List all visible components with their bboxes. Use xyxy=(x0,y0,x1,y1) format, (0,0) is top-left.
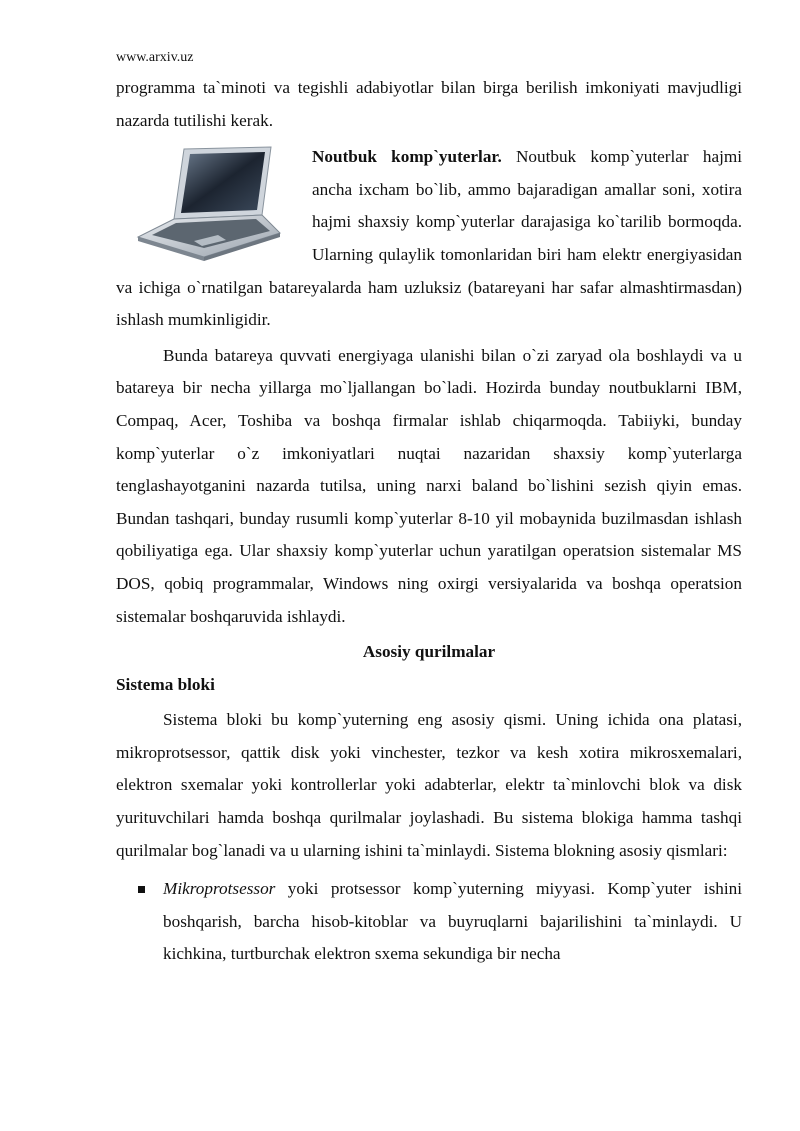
list-item-term: Mikroprotsessor xyxy=(163,879,276,899)
square-bullet-icon xyxy=(138,886,145,893)
notebook-heading: Noutbuk komp`yuterlar. xyxy=(312,147,502,167)
intro-paragraph: programma ta`minoti va tegishli adabiyotlar bilan birga berilish imkoniyati mavjudligi nazarda tutilishi kerak. xyxy=(116,78,742,130)
site-url: www.arxiv.uz xyxy=(116,50,194,65)
laptop-icon xyxy=(134,145,284,261)
subsection-title: Sistema bloki xyxy=(116,674,215,694)
components-list xyxy=(116,873,742,971)
document-body xyxy=(116,0,742,971)
list-item xyxy=(116,873,742,971)
section-title: Asosiy qurilmalar xyxy=(362,642,496,662)
battery-paragraph: Bunda batareya quvvati energiyaga ulanishi bilan o`zi zaryad ola boshlaydi va u batareya bir necha yillarga mo`ljallangan bo`ladi. Hozirda bunday noutbuklarni IBM, Compaq, Acer, Toshiba va boshqa firmalar ishlab chiqarmoqda. Tabiiyki, bunday komp`yuterlar o`z imkoniyatlari nuqtai nazaridan shaxsiy komp`yuterlarga tenglashayotganini nazarda tutilsa, uning narxi baland bo`lishini sezish qiyin emas. Bundan tashqari, bunday rusumli komp`yuterlar 8-10 yil mobaynida buzilmasdan ishlash qobiliyatiga ega. Ular shaxsiy komp`yuterlar uchun yaratilgan operatsion sistemalar MS DOS, qobiq programmalar, Windows ning oxirgi versiyalarida va boshqa operatsion sistemalar boshqaruvida ishlaydi. xyxy=(116,345,742,626)
system-paragraph: Sistema bloki bu komp`yuterning eng asosiy qismi. Uning ichida ona platasi, mikroprotsessor, qattik disk yoki vinchester, tezkor va kesh xotira mikrosxemalari, elektron sxemalar yoki kontrollerlar yoki adabterlar, elektr ta`minlovchi blok va disk yurituvchilari hamda boshqa qurilmalar joylashadi. Bu sistema blokiga hamma tashqi qurilmalar bog`lanadi va u ularning ishini ta`minlaydi. Sistema blokning asosiy qismlari: xyxy=(116,710,742,860)
notebook-text: Noutbuk komp`yuterlar hajmi ancha ixcham bo`lib, ammo bajaradigan amallar soni, xotira hajmi shaxsiy komp`yuterlar darajasiga ko`tarilib bormoqda. Ularning qulaylik tomonlaridan biri ham elektr energiyasidan va ichiga o`rnatilgan batareyalarda ham uzluksiz (batareyani har safar almashtirmasdan) ishlash mumkinligidir. xyxy=(116,147,742,330)
list-item-text: yoki protsessor komp`yuterning miyyasi. Komp`yuter ishini boshqarish, barcha hisob-kitoblar va buyruqlarni bajarilishini ta`minlaydi. U kichkina, turtburchak elektron sxema sekundiga bir necha xyxy=(163,879,742,964)
notebook-section xyxy=(116,141,742,337)
